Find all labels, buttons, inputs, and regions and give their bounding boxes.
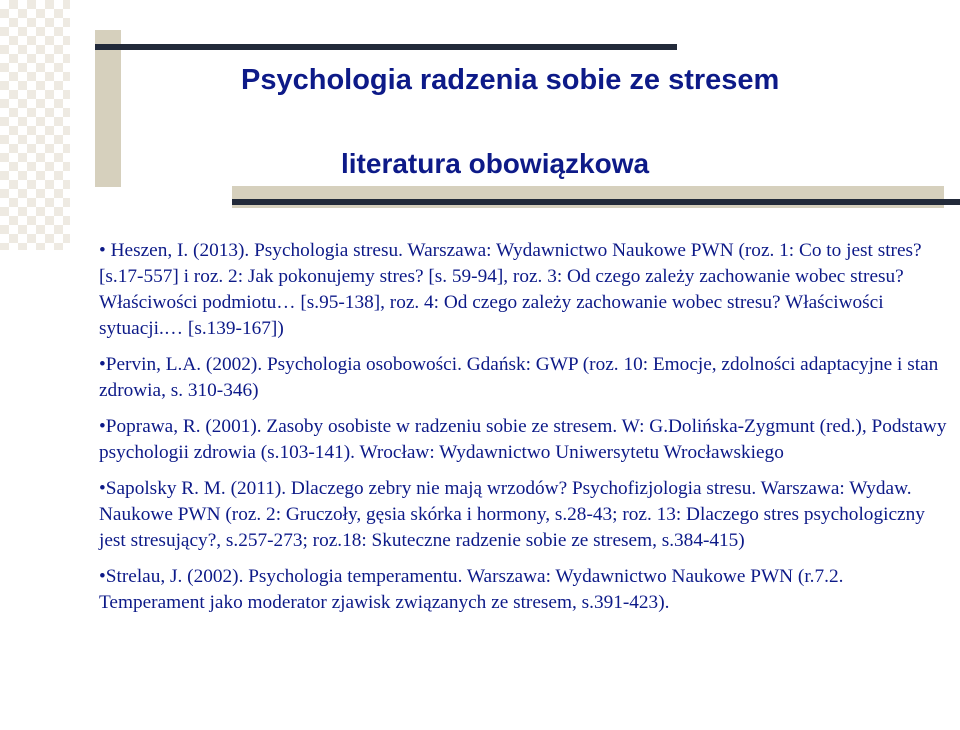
reference-item <box>99 414 949 466</box>
reference-item <box>99 564 949 616</box>
reference-text: Pervin, L.A. (2002). Psychologia osobowości. Gdańsk: GWP (roz. 10: Emocje, zdolności adaptacyjne i stan zdrowia, s. 310-346) <box>99 354 939 401</box>
slide-title: Psychologia radzenia sobie ze stresem <box>241 64 780 96</box>
reference-item <box>99 352 949 404</box>
reference-text: Strelau, J. (2002). Psychologia temperamentu. Warszawa: Wydawnictwo Naukowe PWN (r.7.2. Temperament jako moderator zjawisk związanych ze stresem, s.391-423). <box>99 566 844 613</box>
right-divider-bar <box>232 199 960 205</box>
reference-text: Heszen, I. (2013). Psychologia stresu. Warszawa: Wydawnictwo Naukowe PWN (roz. 1: Co to jest stres? [s.17-557] i roz. 2: Jak pokonujemy stres? [s. 59-94], roz. 3: Od czego zależy zachowanie wobec stresu? Właściwości podmiotu… [s.95-138], roz. 4: Od czego zależy zachowanie wobec stresu? Właściwości sytuacji.… [s.139-167]) <box>99 240 922 339</box>
bullet-marker: • <box>99 566 106 587</box>
reference-text: Sapolsky R. M. (2011). Dlaczego zebry nie mają wrzodów? Psychofizjologia stresu. Warszawa: Wydaw. Naukowe PWN (roz. 2: Gruczoły, gęsia skórka i hormony, s.28-43; roz. 13: Dlaczego stres psychologiczny jest stresujący?, s.257-273; roz.18: Skuteczne radzenie sobie ze stresem, s.384-415) <box>99 478 925 551</box>
bullet-marker: • <box>99 416 106 437</box>
top-divider-bar <box>95 44 677 50</box>
reference-item <box>99 476 949 554</box>
checker-pattern-decoration <box>0 0 70 250</box>
tan-vertical-block <box>95 30 121 187</box>
reference-list <box>99 238 949 626</box>
bullet-marker: • <box>99 354 106 375</box>
reference-text: Poprawa, R. (2001). Zasoby osobiste w radzeniu sobie ze stresem. W: G.Dolińska-Zygmunt (red.), Podstawy psychologii zdrowia (s.103-141). Wrocław: Wydawnictwo Uniwersytetu Wrocławskiego <box>99 416 947 463</box>
bullet-marker: • <box>99 478 106 499</box>
reference-item <box>99 238 949 342</box>
bullet-marker: • <box>99 240 106 261</box>
slide-subtitle: literatura obowiązkowa <box>341 148 650 179</box>
